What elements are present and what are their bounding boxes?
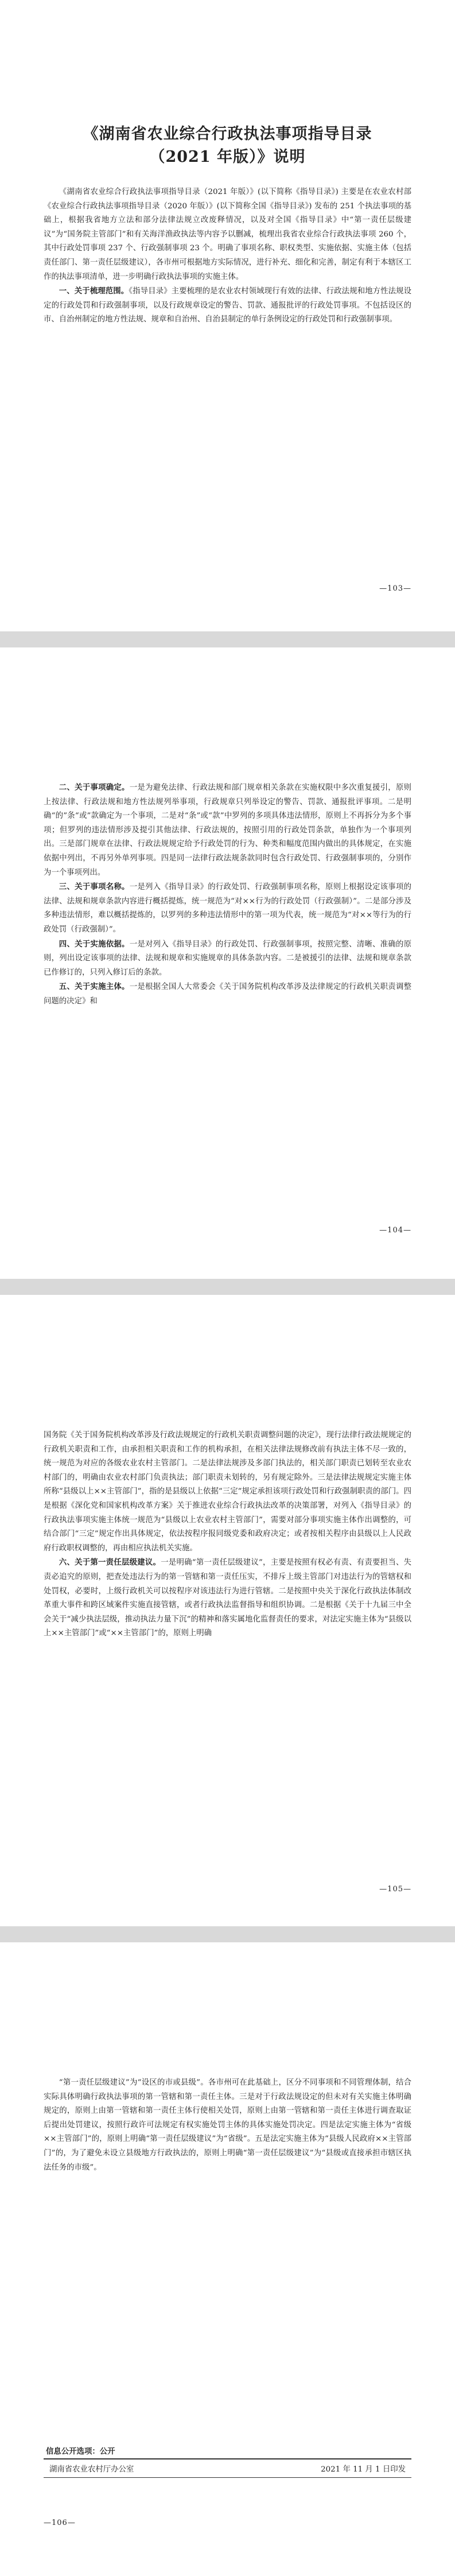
paragraph: 国务院《关于国务院机构改革涉及行政法规规定的行政机关职责调整问题的决定》，现行法律行政法规规定的行政机关职责和工作，由承担相关职责和工作的机构承担，在相关法律法规修改前有执法主体不尽一致的，统一规范为对应的各级农业农村主管部门。二是法律法规涉及多部门执法的，相关部门职责已划转至农业农村部门的，明确由农业农村部门负责执法；部门职责未划转的，另有规定除外。三是法律法规规定实施主体所称“县级以上××主管部门”，指的是县级以上依据“三定”规定承担该项行政处罚和行政强制职责的部门。四是根据《深化党和国家机构改革方案》关于推进农业综合行政执法改革的决策部署，对列入《指导目录》的行政执法事项实施主体统一规范为“县级以上农业农村主管部门”，需要对部分事项实施主体作出调整的，可结合部门“三定”规定作出具体规定，依法按程序报同级党委和政府决定；或者按相关程序由县级以上人民政府行政职权调整的，再由相应执法机关实施。 <box>44 1431 411 1553</box>
page-body <box>44 1295 411 1641</box>
document-footer <box>44 2443 411 2478</box>
footer-divider <box>44 2477 411 2478</box>
issuance-line <box>44 2459 411 2477</box>
section-heading: 六、关于第一责任层级建议。 <box>59 1558 161 1568</box>
document-title: 《湖南省农业综合行政执法事项指导目录 <box>83 125 372 143</box>
page-1 <box>0 0 455 631</box>
section-heading: 二、关于事项确定。 <box>59 783 130 792</box>
document-subtitle: （2021 年版）》说明 <box>149 148 306 166</box>
page-number: —105— <box>379 1885 411 1894</box>
section-paragraph: 一、关于梳理范围。《指导目录》主要梳理的是农业农村领域现行有效的法律、行政法规和地方性法规设定的行政处罚和行政强制事项，以及行政规章设定的警告、罚款、通报批评的行政处罚事项。不包括设区的市、自治州制定的地方性法规、规章和自治州、自治县制定的单行条例设定的行政处罚和行政强制事项。 <box>44 286 411 324</box>
page-body <box>44 647 411 1009</box>
paragraph: “第一责任层级建议”为“设区的市或县级”。各市州可在此基础上，区分不同事项和不同管理体制，结合实际具体明确行政执法事项的第一管辖和第一责任主体。三是对于行政法规设定的但未对有关实施主体明确规定的，原则上由第一管辖和第一责任主体行使相关处罚，原则上由第一管辖和第一责任主体进行调查取证后提出处罚建议，按照行政许可法规定有权实施处罚主体的具体实施处罚决定。四是法定实施主体为“省级××主管部门”的，原则上明确“第一责任层级建议”为“省级”。五是法定实施主体为“县级人民政府××主管部门”的，为了避免未设立县级地方行政执法的，原则上明确“第一责任层级建议”为“县级或直接承担市辖区执法任务的市级”。 <box>44 2078 411 2172</box>
page-number: —103— <box>379 584 411 593</box>
disclosure-option: 信息公开选项：公开 <box>46 2447 115 2456</box>
issue-date: 2021 年 11 月 1 日印发 <box>321 2465 406 2474</box>
section-paragraph: 二、关于事项确定。一是为避免法律、行政法规和部门规章相关条款在实施权限中多次重复援引，原则上按法律、行政法规和地方性法规列举事项，行政规章只列举设定的警告、罚款、通报批评事项。二是明确“的”条“或”款确定为一个事项，二是对“条”或“款”中罗列的多项具体违法情形，原则上不再拆分为多个事项；但罗列的违法情形涉及提引其他法律、行政法规的，按照引用的行政处罚条款，单独作为一个事项列出。三是部门规章在法律、行政法规规定给予行政处罚的行为、种类和幅度范围内做出的具体规定，在实施依据中列出，不再另外单列事项。四是同一法律行政法规条款同时包含行政处罚、行政强制事项的，分别作为一个事项列出。 <box>44 783 412 877</box>
section-paragraph: 五、关于实施主体。一是根据全国人大常委会《关于国务院机构改革涉及法律规定的行政机关职责调整问题的决定》和 <box>44 982 412 1006</box>
section-heading: 一、关于梳理范围。 <box>59 286 129 296</box>
page-body <box>44 185 411 327</box>
section-heading: 四、关于实施依据。 <box>59 939 130 949</box>
section-paragraph: 六、关于第一责任层级建议。一是明确“第一责任层级建议”，主要是按照有权必有责、有责要担当、失责必追究的原则，把查处违法行为的第一管辖和第一责任压实，不排斥上级主管部门对违法行为的管辖权和处罚权，必要时，上级行政机关可以按程序对该违法行为进行管辖。二是按照中央关于深化行政执法体制改革重大事件和跨区域案件实施直接管辖，或者行政执法监督指导和组织协调。二是根据《关于十九届三中全会关于“减少执法层级，推动执法力量下沉”的精神和落实属地化监督责任的要求，对法定实施主体为“县级以上××主管部门”或“××主管部门”的，原则上明确 <box>44 1558 411 1638</box>
page-number: —104— <box>379 1226 411 1235</box>
page-body <box>44 1942 411 2175</box>
page-2 <box>0 647 455 1279</box>
section-paragraph: 三、关于事项名称。一是列入《指导目录》的行政处罚、行政强制事项名称，原则上根据设定该事项的法律、法规和规章条款内容进行概括提炼，统一规范为“对××行为的行政处罚（行政强制）”。二是部分涉及多种违法情形，难以概括提炼的，以罗列的多种违法情形中的第一项为代表，统一规范为“对××等行为的行政处罚（行政强制）”。 <box>44 882 412 934</box>
page-number: —106— <box>44 2519 76 2527</box>
issuing-office: 湖南省农业农村厅办公室 <box>49 2465 134 2474</box>
section-heading: 五、关于实施主体。 <box>59 982 130 992</box>
section-paragraph: 四、关于实施依据。一是对列入《指导目录》的行政处罚、行政强制事项，按照完整、清晰、准确的原则，列出设定该事项的法律、法规和规章和实施规章的具体条款内容。二是被援引的法律、法规和规章条款已作修订的，只列入修订后的条款。 <box>44 939 412 977</box>
section-heading: 三、关于事项名称。 <box>59 882 130 892</box>
page-4 <box>0 1942 455 2576</box>
paragraph: 《湖南省农业综合行政执法事项指导目录（2021 年版）》(以下简称《指导目录》) 主要是在农业农村部《农业综合行政执法事项指导目录（2020 年版）》(以下简称全国《指导目录》) 发布的 251 个执法事项的基础上，根据我省地方立法和部分法律法规立改废释情况，以及对全国《指导目录》中“第一责任层级建议”为“国务院主管部门”和有关海洋渔政执法等内容予以删减，梳理出我省农业综合行政执法事项 260 个，其中行政处罚事项 237 个、行政强制事项 23 个。明确了事项名称、职权类型、实施依据、实施主体（包括责任部门、第一责任层级建议），各市州可根据地方实际情况，进行补充、细化和完善，制定有利于本辖区工作的执法事项清单，进一步明确行政执法事项的实施主体。 <box>44 188 411 281</box>
page-3 <box>0 1295 455 1926</box>
